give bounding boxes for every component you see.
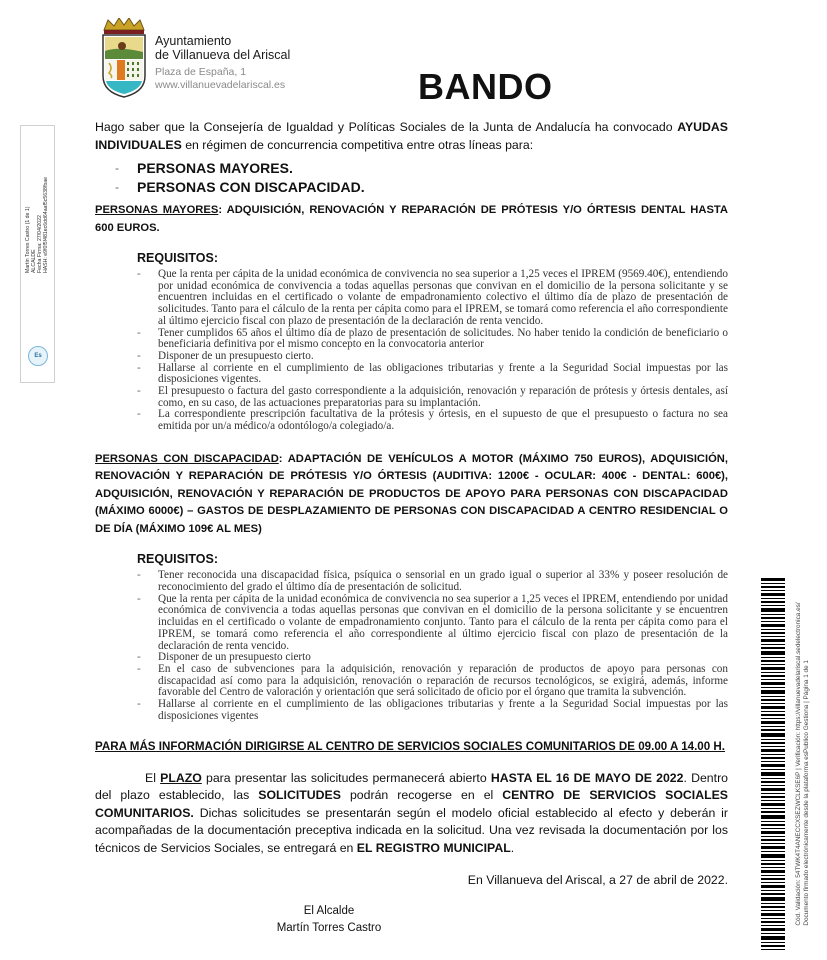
signer-role: ALCALDE — [30, 248, 37, 273]
org-name-line2: de Villanueva del Ariscal — [155, 48, 291, 62]
requisito-text: La correspondiente prescripción facultativa de la prótesis y órtesis, en el supuesto de que el presupuesto o factura no sea emitida por un/a médico/a odontólogo/a colegiado/a. — [158, 408, 728, 433]
dash: - — [115, 161, 119, 175]
list-item: - Disponer de un presupuesto cierto. — [137, 351, 728, 363]
list-item — [95, 159, 728, 178]
list-item: - Que la renta per cápita de la unidad económica de convivencia no sea superior a 1,25 veces el IPREM (9569.40€), entendiendo por unidad económica de convivencia a todas aquellas personas que convivan en el domicilio de la persona solicitante y se encuentren incluidas en el certificado o volante de empadronamiento colectivo el último día de plazo de presentación de solicitudes. Tanto para el cálculo de la renta per cápita como para el IPREM, se tomará como referencia el año correspondiente al último ejercicio fiscal con plazo de presentación de la declaración de renta vencido. — [137, 268, 728, 327]
org-address: Plaza de España, 1 — [155, 66, 247, 78]
requisito-text: Tener cumplidos 65 años el último día de plazo de presentación de solicitudes. No haber tenido la condición de beneficiario o beneficiaria definitiva por el mismo concepto en la convocatoria anterior — [158, 326, 728, 351]
intro-text-after: en régimen de concurrencia competitiva entre otras líneas para: — [181, 137, 534, 152]
plazo-text: . Dentro del plazo establecido, las — [95, 770, 728, 803]
plazo-bold: SOLICITUDES — [258, 788, 341, 803]
list-item — [95, 178, 728, 197]
heading-rest: : ADAPTACIÓN DE VEHÍCULOS A MOTOR (MÁXIMO 750 EUROS), ADQUISICIÓN, RENOVACIÓN Y REPARACIÓN DE PRÓTESIS Y/O ÓRTESIS (AUDITIVA: 1200€ - OCULAR: 400€ - DENTAL: 600€), ADQUISICIÓN, RENOVACIÓN Y REPARACIÓN DE PRODUCTOS DE APOYO PARA PERSONAS CON DISCAPACIDAD (MÁXIMO 6000€) – GASTOS DE DESPLAZAMIENTO DE PERSONAS CON DISCAPACIDAD A CENTRO RESIDENCIAL O DE DÍA (MÁXIMO 109€ AL MES) — [95, 452, 728, 535]
signer-name-label: Martín Torres Castro — [276, 922, 382, 934]
requisitos-list-mayores — [137, 269, 728, 433]
requisitos-title-discapacidad: REQUISITOS: — [137, 552, 219, 567]
requisito-text: En el caso de subvenciones para la adquisición, renovación y reparación de productos de apoyo para personas con discapacidad así como para la adquisición, renovación o reparación de recursos tecnológicos, se exigirá, además, informe favorable del Centro de valoración y orientación que será solicitado de oficio por el órgano que tramita la subvención. — [158, 662, 728, 699]
org-name-line1: Ayuntamiento — [155, 34, 232, 48]
plazo-text: para presentar las solicitudes permanecerá abierto — [201, 770, 491, 785]
list-item: - Hallarse al corriente en el cumplimiento de las obligaciones tributarias y frente a la Seguridad Social impuestas por las disposiciones vigentes — [137, 698, 728, 722]
requisito-text: El presupuesto o factura del gasto correspondiente a la adquisición, renovación y reparación de prótesis y órtesis dentales, así como, en su caso, de las actuaciones preparatorias para su implantación. — [158, 385, 728, 409]
list-item: - Que la renta per cápita de la unidad económica de convivencia no sea superior a 1,25 veces el IPREM, entendiendo por unidad económica de convivencia a todas aquellas personas que convivan en el domicilio de la persona solicitante y se encuentren incluidas en el certificado o volante de empadronamiento conjunto. Tanto para el cálculo de la renta per cápita como para el IPREM, se tomará como referencia el año correspondiente al último ejercicio fiscal con plazo de presentación de la declaración de renta vencido. — [137, 592, 728, 652]
info-line: PARA MÁS INFORMACIÓN DIRIGIRSE AL CENTRO DE SERVICIOS SOCIALES COMUNITARIOS DE 09.00 A 14.00 H. — [95, 740, 726, 754]
plazo-text: Dichas solicitudes se presentarán según el modelo oficial establecido al efecto y deberán ir acompañadas de la documentación preceptiva indicada en la solicitud. Una vez revisada la documentación por los técnicos de Servicios Sociales, se entregará en — [95, 805, 728, 855]
sign-date: Fecha Firma: 27/04/2022 — [36, 214, 43, 273]
requisito-text: Hallarse al corriente en el cumplimiento de las obligaciones tributarias y frente a la Seguridad Social impuestas por las disposiciones vigentes. — [158, 361, 728, 386]
list-item: - Tener reconocida una discapacidad física, psíquica o sensorial en un grado igual o superior al 33% y poseer resolución de reconocimiento del grado el último día de presentación de solicitud. — [137, 569, 728, 594]
heading-underlined: PERSONAS MAYORES — [95, 204, 219, 216]
requisitos-title-mayores: REQUISITOS: — [137, 251, 219, 265]
plazo-bold: EL REGISTRO MUNICIPAL — [356, 840, 511, 855]
plazo-text: . — [510, 840, 515, 855]
signature-block — [260, 903, 398, 937]
plazo-bold: PLAZO — [160, 770, 202, 785]
requisitos-list-discapacidad — [137, 570, 728, 722]
intro-text: Hago saber que la Consejería de Igualdad y Políticas Sociales de la Junta de Andalucía ha convocado — [95, 120, 678, 134]
requisito-text: Hallarse al corriente en el cumplimiento de las obligaciones tributarias y frente a la Seguridad Social impuestas por las disposiciones vigentes — [158, 698, 728, 722]
section-heading-mayores — [95, 202, 728, 237]
requisito-text: Disponer de un presupuesto cierto — [158, 651, 311, 664]
section-heading-discapacidad — [95, 451, 728, 539]
plazo-paragraph — [95, 770, 728, 858]
validation-code: Cód. Validación: 54TWK4T4ANECCXSEZWCLKSE6P | Verificación: https://villanuevadelariscal.sedelectronica.es/ — [795, 602, 802, 926]
list-item: - Hallarse al corriente en el cumplimiento de las obligaciones tributarias y frente a la Seguridad Social impuestas por las disposiciones vigentes. — [137, 361, 728, 386]
place-date: En Villanueva del Ariscal, a 27 de abril de 2022. — [467, 873, 728, 888]
plazo-text: podrán recogerse en el — [340, 788, 503, 803]
line-mayores: PERSONAS MAYORES. — [137, 160, 293, 176]
line-discapacidad: PERSONAS CON DISCAPACIDAD. — [137, 179, 365, 195]
page-title: BANDO — [418, 66, 553, 107]
beneficiary-lines — [95, 159, 728, 197]
requisito-text: Tener reconocida una discapacidad física, psíquica o sensorial en un grado igual o superior al 33% y poseer resolución de reconocimiento del grado el último día de presentación de solicitud. — [158, 569, 728, 594]
intro-paragraph — [95, 119, 728, 154]
signature-strip-text — [20, 132, 53, 317]
platform-note: Documento firmado electrónicamente desde la plataforma esPublico Gestiona | Página 1 de 1 — [803, 660, 810, 926]
requisito-text: Disponer de un presupuesto cierto. — [158, 349, 314, 362]
validation-text — [790, 578, 816, 950]
plazo-text: El — [145, 770, 161, 785]
intro-bold: AYUDAS INDIVIDUALES — [95, 120, 728, 152]
list-item: - El presupuesto o factura del gasto correspondiente a la adquisición, renovación y reparación de prótesis y órtesis dentales, así como, en su caso, de las actuaciones preparatorias para su implantación. — [137, 385, 728, 409]
list-item: - Disponer de un presupuesto cierto — [137, 652, 728, 664]
requisito-text: Que la renta per cápita de la unidad económica de convivencia no sea superior a 1,25 veces el IPREM (9569.40€), entendiendo por unidad económica de convivencia a todas aquellas personas que convivan en el domicilio de la persona solicitante y se encuentren incluidas en el certificado o volante de empadronamiento colectivo el último día de plazo de presentación de solicitudes. Tanto para el cálculo de la renta per cápita como para el IPREM, se tomará como referencia el año correspondiente al último ejercicio fiscal con plazo de presentación de la declaración de renta vencido. — [158, 268, 728, 327]
org-website: www.villanuevadelariscal.es — [155, 78, 286, 91]
heading-rest: : ADQUISICIÓN, RENOVACIÓN Y REPARACIÓN DE PRÓTESIS Y/O ÓRTESIS DENTAL HASTA 600 EUROS. — [95, 204, 729, 234]
sign-hash: HASH: e9f0f5f481ec6dd64aaf5c5638fbae — [42, 176, 49, 273]
document-body — [95, 119, 728, 890]
dash: - — [115, 180, 119, 194]
requisito-text: Que la renta per cápita de la unidad económica de convivencia no sea superior a 1,25 veces el IPREM, entendiendo por unidad económica de convivencia a todas aquellas personas que convivan en el domicilio de la persona solicitante y se encuentren incluidas en el certificado o volante de empadronamiento conjunto. Tanto para el cálculo de la renta per cápita como para el IPREM, se tomará como referencia el año correspondiente al último ejercicio fiscal con plazo de presentación de la declaración de renta vencido. — [158, 592, 728, 652]
list-item: - Tener cumplidos 65 años el último día de plazo de presentación de solicitudes. No haber tenido la condición de beneficiario o beneficiaria definitiva por el mismo concepto en la convocatoria anterior — [137, 326, 728, 351]
signer-name: Martín Torres Castro (1 de 1) — [24, 206, 31, 273]
list-item: - En el caso de subvenciones para la adquisición, renovación y reparación de productos de apoyo para personas con discapacidad así como para la adquisición, renovación o reparación de recursos tecnológicos, se exigirá, además, informe favorable del Centro de valoración y orientación que será solicitado de oficio por el órgano que tramita la subvención. — [137, 662, 728, 699]
plazo-bold: CENTRO DE SERVICIOS SOCIALES COMUNITARIOS. — [95, 788, 728, 820]
heading-underlined: PERSONAS CON DISCAPACIDAD — [95, 452, 279, 465]
digital-seal-icon: Es — [28, 346, 48, 366]
list-item: - La correspondiente prescripción facultativa de la prótesis y órtesis, en el supuesto de que el presupuesto o factura no sea emitida por un/a médico/a odontólogo/a colegiado/a. — [137, 408, 728, 433]
coat-of-arms-icon — [98, 18, 150, 98]
barcode-icon — [761, 578, 785, 950]
deadline: HASTA EL 16 DE MAYO DE 2022 — [490, 770, 684, 785]
signer-role-label: El Alcalde — [303, 905, 355, 917]
organization-block — [155, 34, 290, 91]
